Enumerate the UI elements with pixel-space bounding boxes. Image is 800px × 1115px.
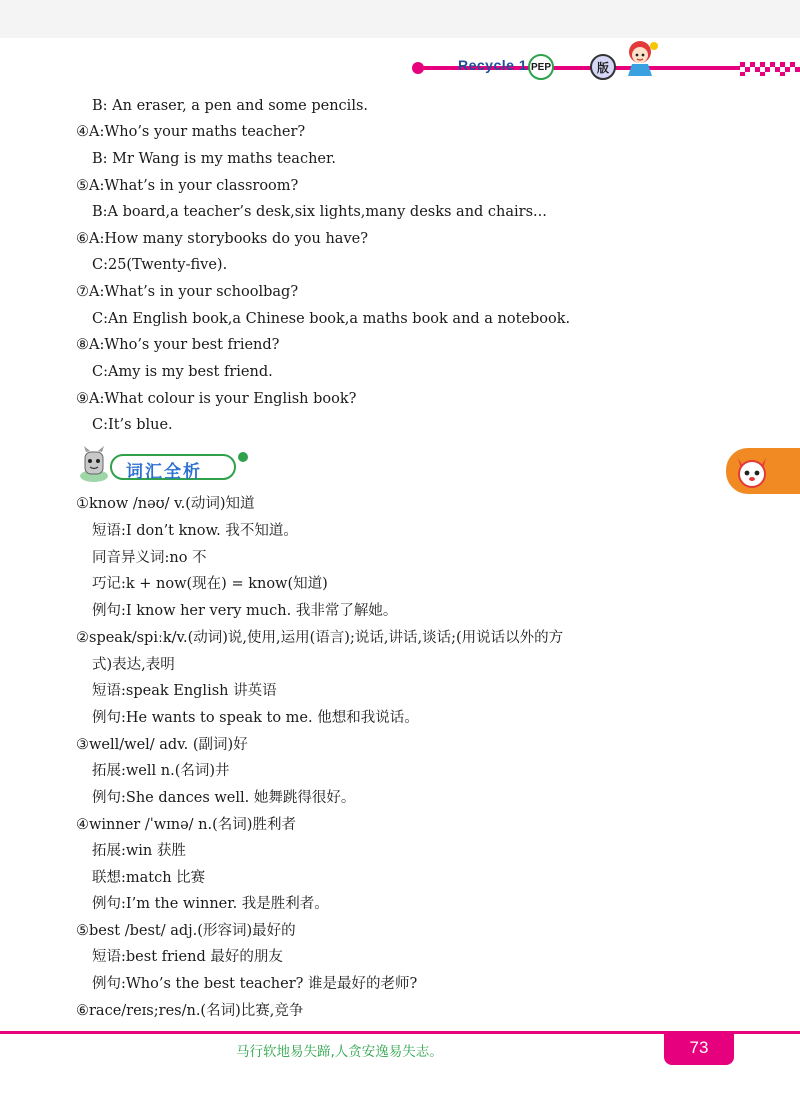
checker-pattern-icon [740,62,800,76]
dialogue-line: C:Amy is my best friend. [92,364,273,380]
dialogue-line: B: An eraser, a pen and some pencils. [92,98,369,114]
vocab-line: 例句:Who’s the best teacher? 谁是最好的老师? [92,976,418,992]
vocab-line: 同音异义词:no 不 [92,550,207,566]
vocab-line: ⑥race/reɪs;res/n.(名词)比赛,竞争 [76,1003,304,1019]
vocab-line: ③well/wel/ adv. (副词)好 [76,737,248,753]
edition-badge: 版 [590,54,616,80]
cartoon-girl-icon [618,38,666,78]
vocab-line: 短语:speak English 讲英语 [92,683,277,699]
dialogue-line: ⑦A:What’s in your schoolbag? [76,284,299,300]
vocab-line: 巧记:k + now(现在) = know(知道) [92,576,328,592]
vocab-line: 拓展:well n.(名词)井 [92,763,230,779]
vocab-line: 式)表达,表明 [92,657,175,673]
vocab-line: 联想:match 比赛 [92,870,206,886]
pep-badge: PEP [528,54,554,80]
section-title: 词汇全析 [126,462,202,482]
vocab-line: ①know /nəʊ/ v.(动词)知道 [76,496,255,512]
dialogue-line: ⑥A:How many storybooks do you have? [76,231,369,247]
header-rule-dot [412,62,424,74]
dialogue-line: B: Mr Wang is my maths teacher. [92,151,336,167]
mascot-icon [76,446,112,484]
vocab-line: 例句:I’m the winner. 我是胜利者。 [92,896,329,912]
section-heading-dot [238,452,248,462]
dialogue-line: B:A board,a teacher’s desk,six lights,many desks and chairs... [92,204,547,220]
vocab-line: 拓展:win 获胜 [92,843,186,859]
vocab-line: 例句:He wants to speak to me. 他想和我说话。 [92,710,419,726]
dialogue-line: C:An English book,a Chinese book,a maths book and a notebook. [92,311,571,327]
fox-face-icon [732,450,772,492]
footer-proverb: 马行软地易失蹄,人贪安逸易失志。 [236,1044,443,1060]
dialogue-line: ⑧A:Who’s your best friend? [76,337,280,353]
unit-label: Recycle 1 [458,57,528,73]
dialogue-line: ④A:Who’s your maths teacher? [76,124,306,140]
vocab-line: 短语:best friend 最好的朋友 [92,949,283,965]
vocab-line: 例句:I know her very much. 我非常了解她。 [92,603,398,619]
vocab-line: ②speak/spiːk/v.(动词)说,使用,运用(语言);说话,讲话,谈话;(用说话以外的方 [76,630,564,646]
dialogue-line: ⑤A:What’s in your classroom? [76,178,299,194]
dialogue-line: ⑨A:What colour is your English book? [76,391,357,407]
dialogue-line: C:It’s blue. [92,417,173,433]
vocab-line: 短语:I don’t know. 我不知道。 [92,523,298,539]
page-number: 73 [664,1031,734,1065]
header-strip [0,0,800,38]
vocab-line: 例句:She dances well. 她舞跳得很好。 [92,790,356,806]
vocab-line: ④winner /ˈwɪnə/ n.(名词)胜利者 [76,817,296,833]
vocab-line: ⑤best /best/ adj.(形容词)最好的 [76,923,296,939]
dialogue-line: C:25(Twenty-five). [92,257,228,273]
